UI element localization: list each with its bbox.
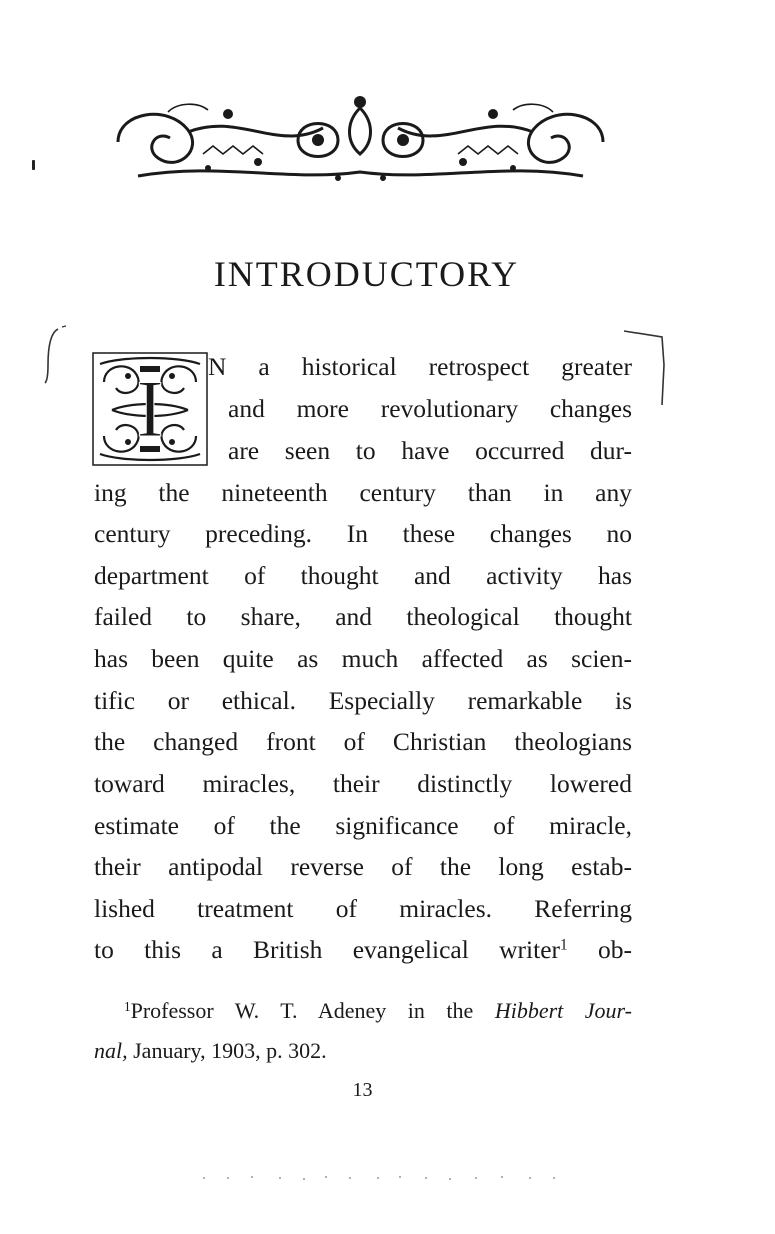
page-number: 13 <box>352 1079 373 1101</box>
footnote-line-2 <box>94 1040 327 1062</box>
footnote-text-b: January, 1903, p. 302. <box>127 1038 327 1063</box>
chapter-title: INTRODUCTORY <box>213 254 520 294</box>
footnote-journal-b: nal, <box>94 1038 128 1063</box>
body-line-4: ing the nineteenth century than in any <box>94 478 632 507</box>
body-line-14: lished treatment of miracles. Referring <box>94 894 632 923</box>
body-line-6: department of thought and activity has <box>94 561 632 590</box>
footnote-marker: 1 <box>124 998 131 1014</box>
decorative-dropcap-icon <box>92 352 208 466</box>
footnote-journal-a: Hibbert Jour- <box>494 998 632 1023</box>
footnote-reference[interactable]: 1 <box>560 936 568 954</box>
stray-ink-mark <box>32 160 35 170</box>
body-line-15-text: to this a British evangelical writer <box>94 935 561 964</box>
ornamental-headpiece <box>108 92 613 186</box>
bleed-through-dots <box>200 1172 560 1184</box>
body-line-5: century preceding. In these changes no <box>94 519 632 548</box>
body-line-15 <box>94 937 632 963</box>
body-line-11: toward miracles, their distinctly lowered <box>94 769 632 798</box>
body-line-3: are seen to have occurred dur- <box>228 436 632 465</box>
body-line-2: and more revolutionary changes <box>228 394 632 423</box>
pencil-bracket-left-icon <box>38 325 68 385</box>
footnote-text-a: Professor W. T. Adeney in the <box>130 998 495 1023</box>
body-line-10: the changed front of Christian theologians <box>94 727 632 756</box>
dropcap-letter: I <box>136 363 164 454</box>
body-line-13: their antipodal reverse of the long estab- <box>94 852 632 881</box>
body-line-9: tific or ethical. Especially remarkable is <box>94 686 632 715</box>
footnote-line-1 <box>124 1000 632 1022</box>
body-line-15-end: ob- <box>598 935 633 964</box>
body-line-8: has been quite as much affected as scien- <box>94 644 632 673</box>
body-line-1: N a historical retrospect greater <box>208 352 632 381</box>
body-line-12: estimate of the significance of miracle, <box>94 811 632 840</box>
body-line-7: failed to share, and theological thought <box>94 602 632 631</box>
